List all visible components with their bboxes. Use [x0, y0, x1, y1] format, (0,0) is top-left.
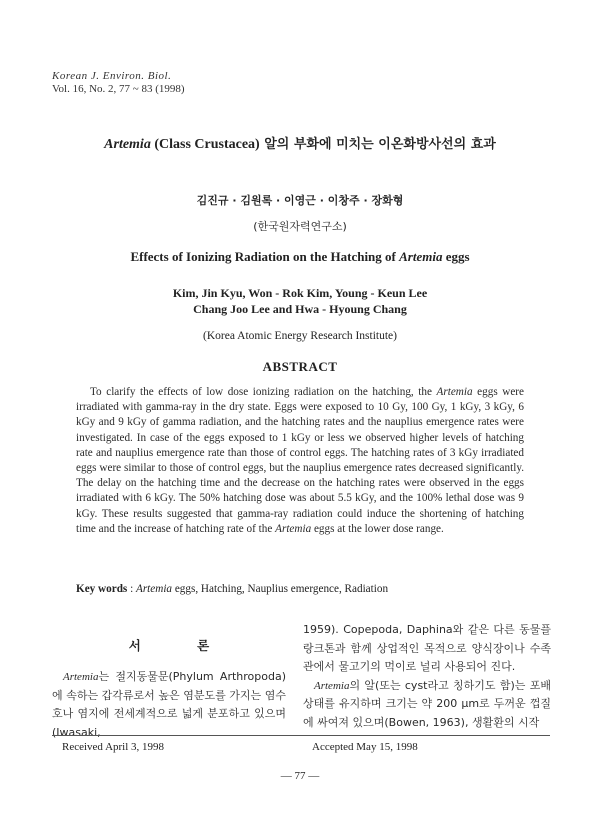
- left-col-text: 는 절지동물문(Phylum Arthropoda)에 속하는 갑각류로서 높은 염분도를 가지는 염수호나 염지에 전세계적으로 넓게 분포하고 있으며(Iwasaki,: [52, 670, 286, 739]
- right-col-paragraph-1: 1959). Copepoda, Daphina와 같은 다른 동물플랑크톤과 함께 상업적인 목적으로 양식장이나 수족관에서 물고기의 먹이로 널리 사용되어 진다.: [303, 623, 551, 673]
- title-korean: [0, 133, 600, 153]
- journal-name: Korean J. Environ. Biol.: [52, 70, 172, 82]
- received-date: Received April 3, 1998: [62, 741, 165, 753]
- abstract-text-3: eggs at the lower dose range.: [311, 522, 444, 535]
- title-english: [0, 249, 600, 265]
- keywords-label: Key words: [76, 583, 128, 595]
- title-ko-class: (Class Crustacea): [150, 137, 260, 152]
- body-column-left: [52, 668, 286, 742]
- authors-english-line1: Kim, Jin Kyu, Won - Rok Kim, Young - Keun Lee: [172, 286, 428, 300]
- right-col-paragraph-2: [303, 677, 551, 733]
- title-ko-genus: Artemia: [104, 137, 151, 152]
- abstract-genus-1: Artemia: [436, 386, 473, 398]
- keywords: [76, 583, 536, 595]
- affiliation-korean: (한국원자력연구소): [253, 220, 347, 233]
- authors-korean: 김진규 · 김원록 · 이영근 · 이창주 · 장화형: [196, 194, 404, 207]
- left-col-genus: Artemia: [63, 671, 99, 683]
- page-number: — 77 —: [280, 770, 320, 782]
- right-col-text: 의 알(또는 cyst라고 칭하기도 함)는 포배상태를 유지하며 크기는 약 200 μm로 두꺼운 껍질에 싸여져 있으며(Bowen, 1963), 생활환의 시작: [303, 678, 551, 729]
- keywords-list: eggs, Hatching, Nauplius emergence, Radiation: [172, 583, 389, 595]
- affiliation-english: (Korea Atomic Energy Research Institute): [203, 330, 397, 342]
- abstract-genus-2: Artemia: [275, 522, 312, 535]
- abstract-body: [76, 385, 524, 537]
- journal-header: [52, 70, 185, 96]
- title-en-main: Effects of Ionizing Radiation on the Hatching of: [130, 249, 400, 264]
- accepted-date: Accepted May 15, 1998: [312, 741, 418, 753]
- abstract-heading: ABSTRACT: [262, 359, 338, 374]
- title-ko-rest: 알의 부화에 미치는 이온화방사선의 효과: [259, 137, 496, 152]
- journal-volume: Vol. 16, No. 2, 77 ~ 83 (1998): [52, 83, 185, 95]
- right-col-genus: Artemia: [314, 679, 350, 692]
- body-column-right: [303, 621, 551, 732]
- title-en-genus: Artemia: [399, 249, 443, 264]
- keywords-sep: :: [127, 583, 136, 595]
- abstract-text-1: To clarify the effects of low dose ionizing radiation on the hatching, the: [90, 386, 437, 398]
- footer-divider: [52, 735, 550, 736]
- keywords-genus: Artemia: [135, 583, 173, 595]
- title-en-tail: eggs: [442, 249, 470, 264]
- abstract-text-2: eggs were irradiated with gamma-ray in the dry state. Eggs were exposed to 10 Gy, 100 Gy, 1 kGy, 3 kGy, 6 kGy and 9 kGy of gamma radiation, and the hatching rates and the nauplius emergence rates were investigated. In case of the eggs exposed to 1 kGy or less we observed higher levels of hatching rate and nauplius emergence rate than those of control eggs. The hatching rates of 3 kGy irradiated eggs were similar to those of control eggs, but the nauplius emergence rates decreased significantly. The delay on the hatching time and the decrease on the hatching rates were observed in the eggs irradiated with 6 kGy. The 50% hatching dose was about 5.5 kGy, and the 100% lethal dose was 9 kGy. These results suggested that gamma-ray radiation could induce the shortening of hatching time and the increase of hatching rate of the: [76, 386, 524, 535]
- authors-english-line2: Chang Joo Lee and Hwa - Hyoung Chang: [193, 302, 407, 316]
- section-heading-introduction: 서 론: [128, 638, 236, 653]
